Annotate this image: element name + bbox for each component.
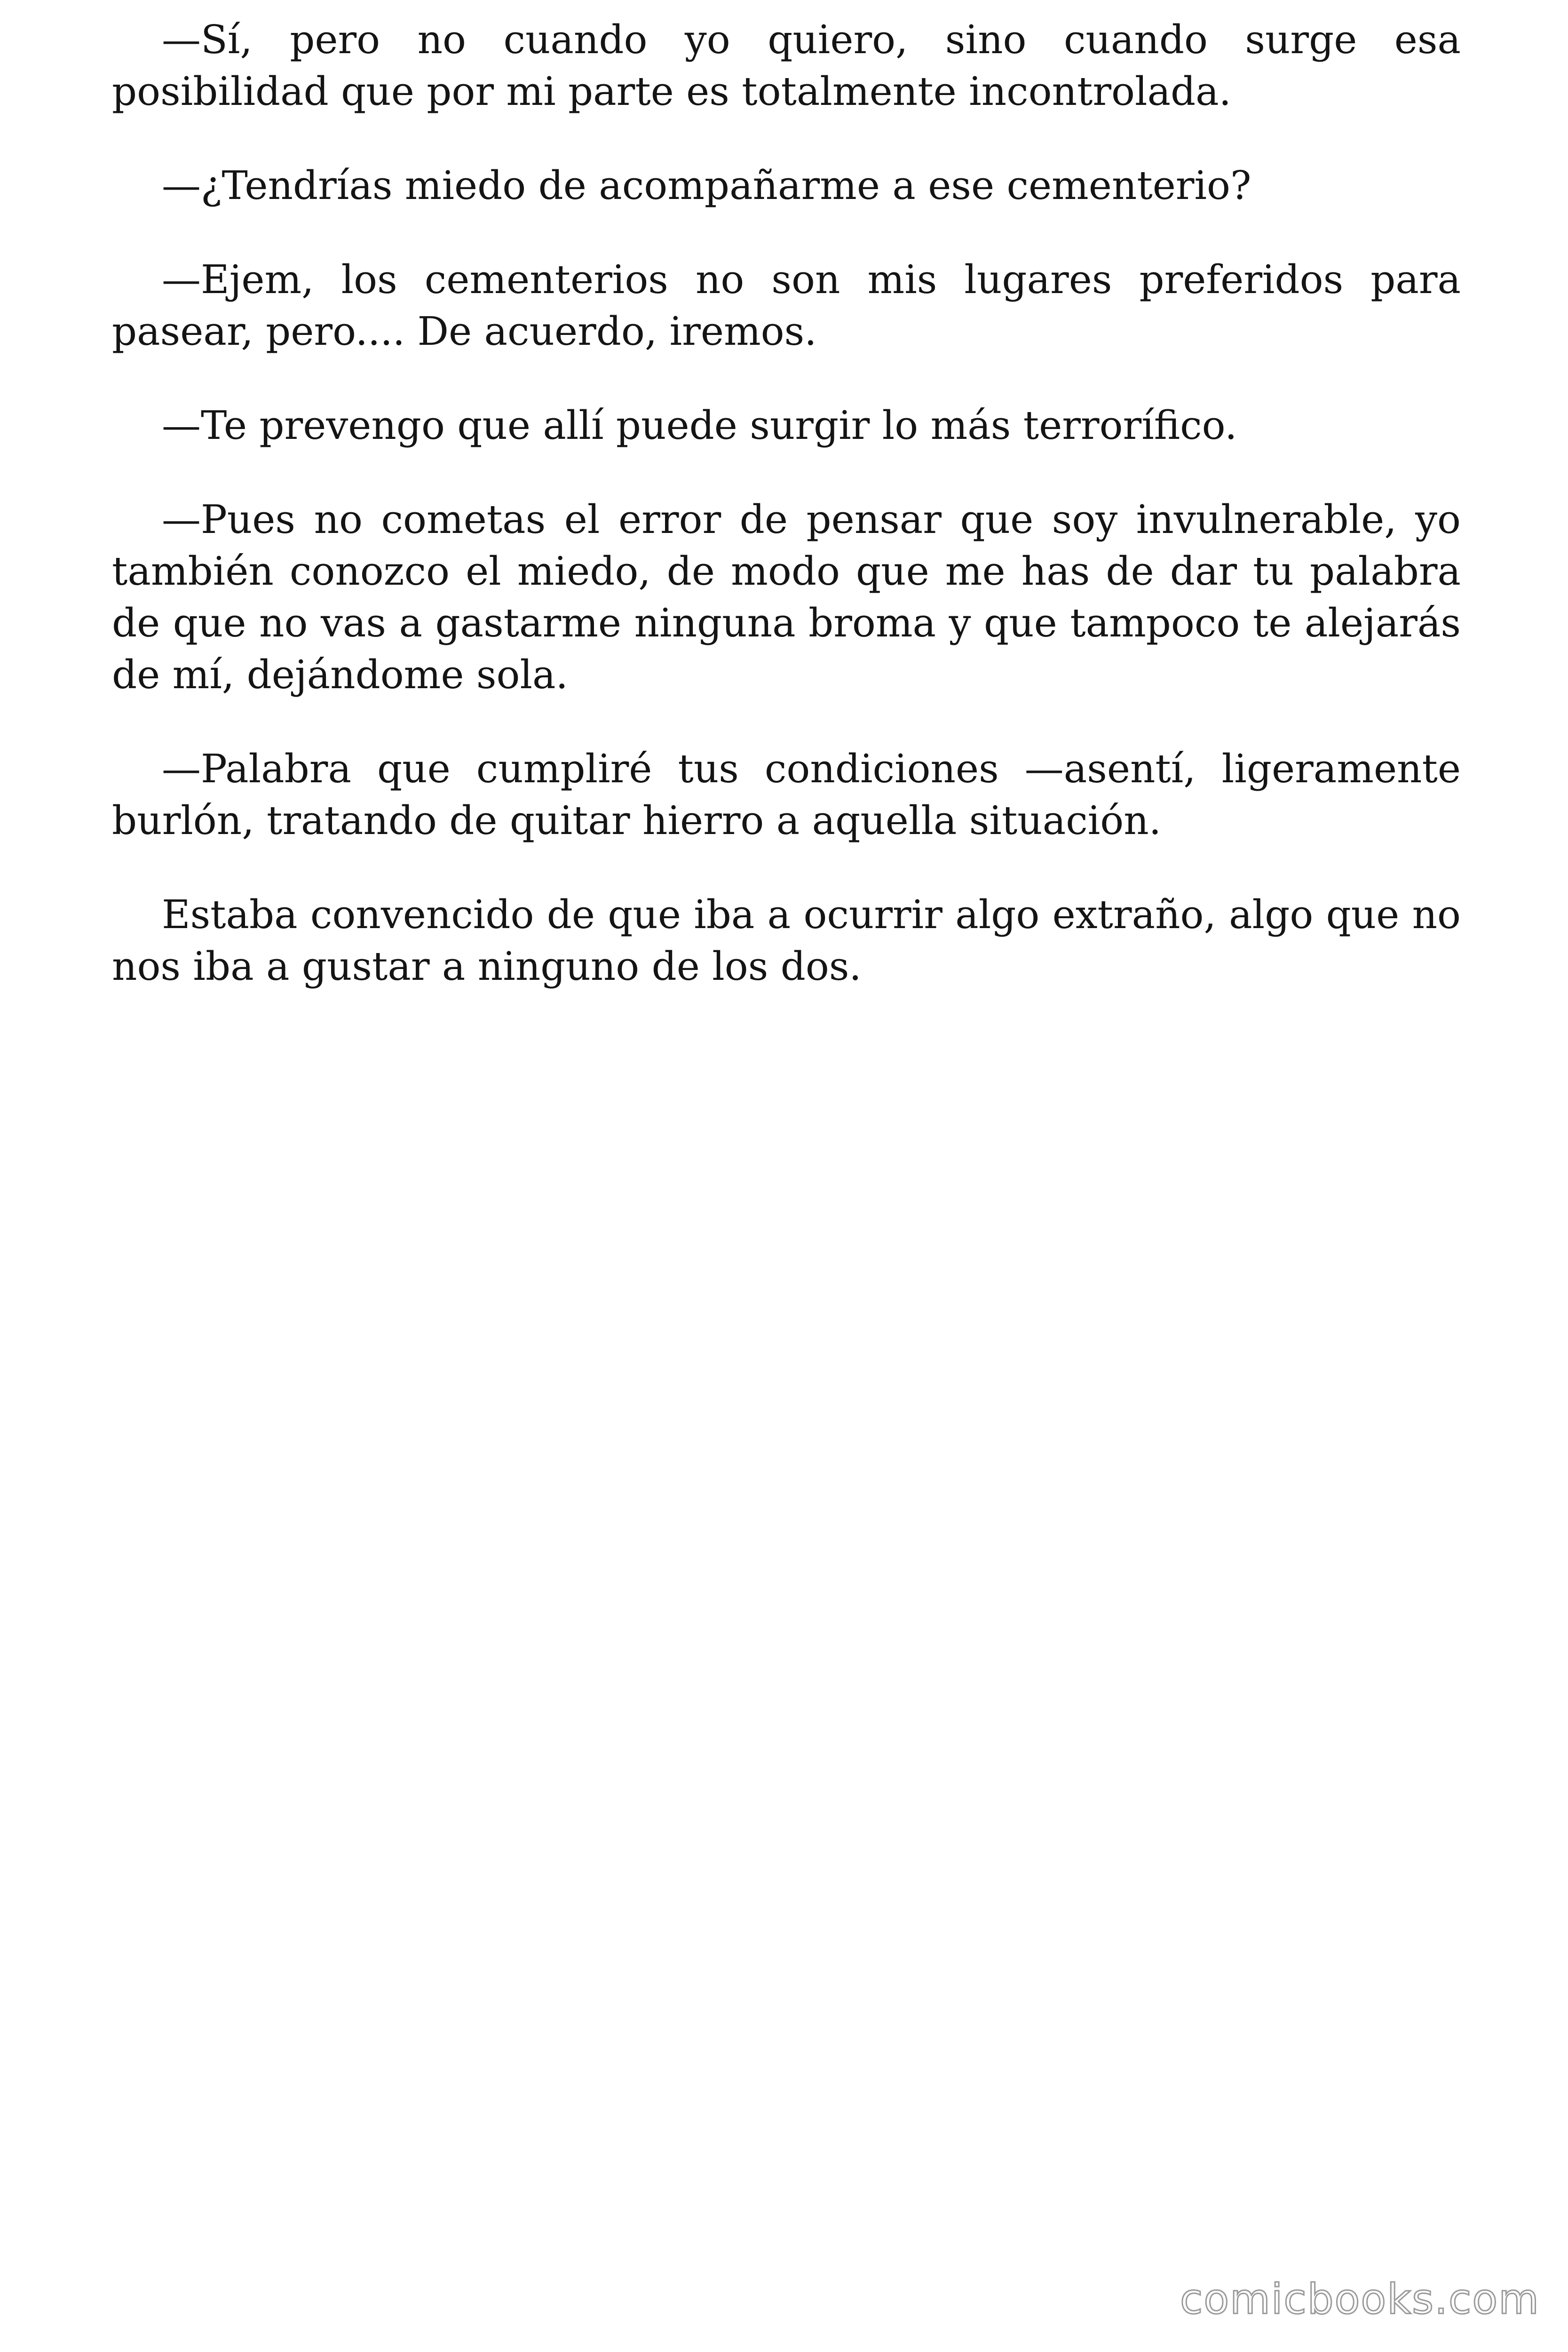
paragraph: Estaba convencido de que iba a ocurrir algo extraño, algo que no nos iba a gustar a ninguno de los dos. — [112, 892, 1461, 989]
paragraph: —¿Tendrías miedo de acompañarme a ese cementerio? — [162, 163, 1251, 208]
book-page-text — [112, 14, 1461, 1035]
paragraph: —Sí, pero no cuando yo quiero, sino cuando surge esa posibilidad que por mi parte es totalmente incontrolada. — [112, 17, 1461, 114]
paragraph: —Te prevengo que allí puede surgir lo más terrorífico. — [162, 403, 1237, 448]
watermark: comicbooks.com — [1180, 2275, 1540, 2323]
paragraph: —Palabra que cumpliré tus condiciones —asentí, ligeramente burlón, tratando de quitar hierro a aquella situación. — [112, 746, 1461, 843]
paragraph: —Pues no cometas el error de pensar que soy invulnerable, yo también conozco el miedo, de modo que me has de dar tu palabra de que no vas a gastarme ninguna broma y que tampoco te alejarás de mí, dejándome sola. — [112, 497, 1461, 698]
paragraph: —Ejem, los cementerios no son mis lugares preferidos para pasear, pero.... De acuerdo, iremos. — [112, 257, 1461, 354]
